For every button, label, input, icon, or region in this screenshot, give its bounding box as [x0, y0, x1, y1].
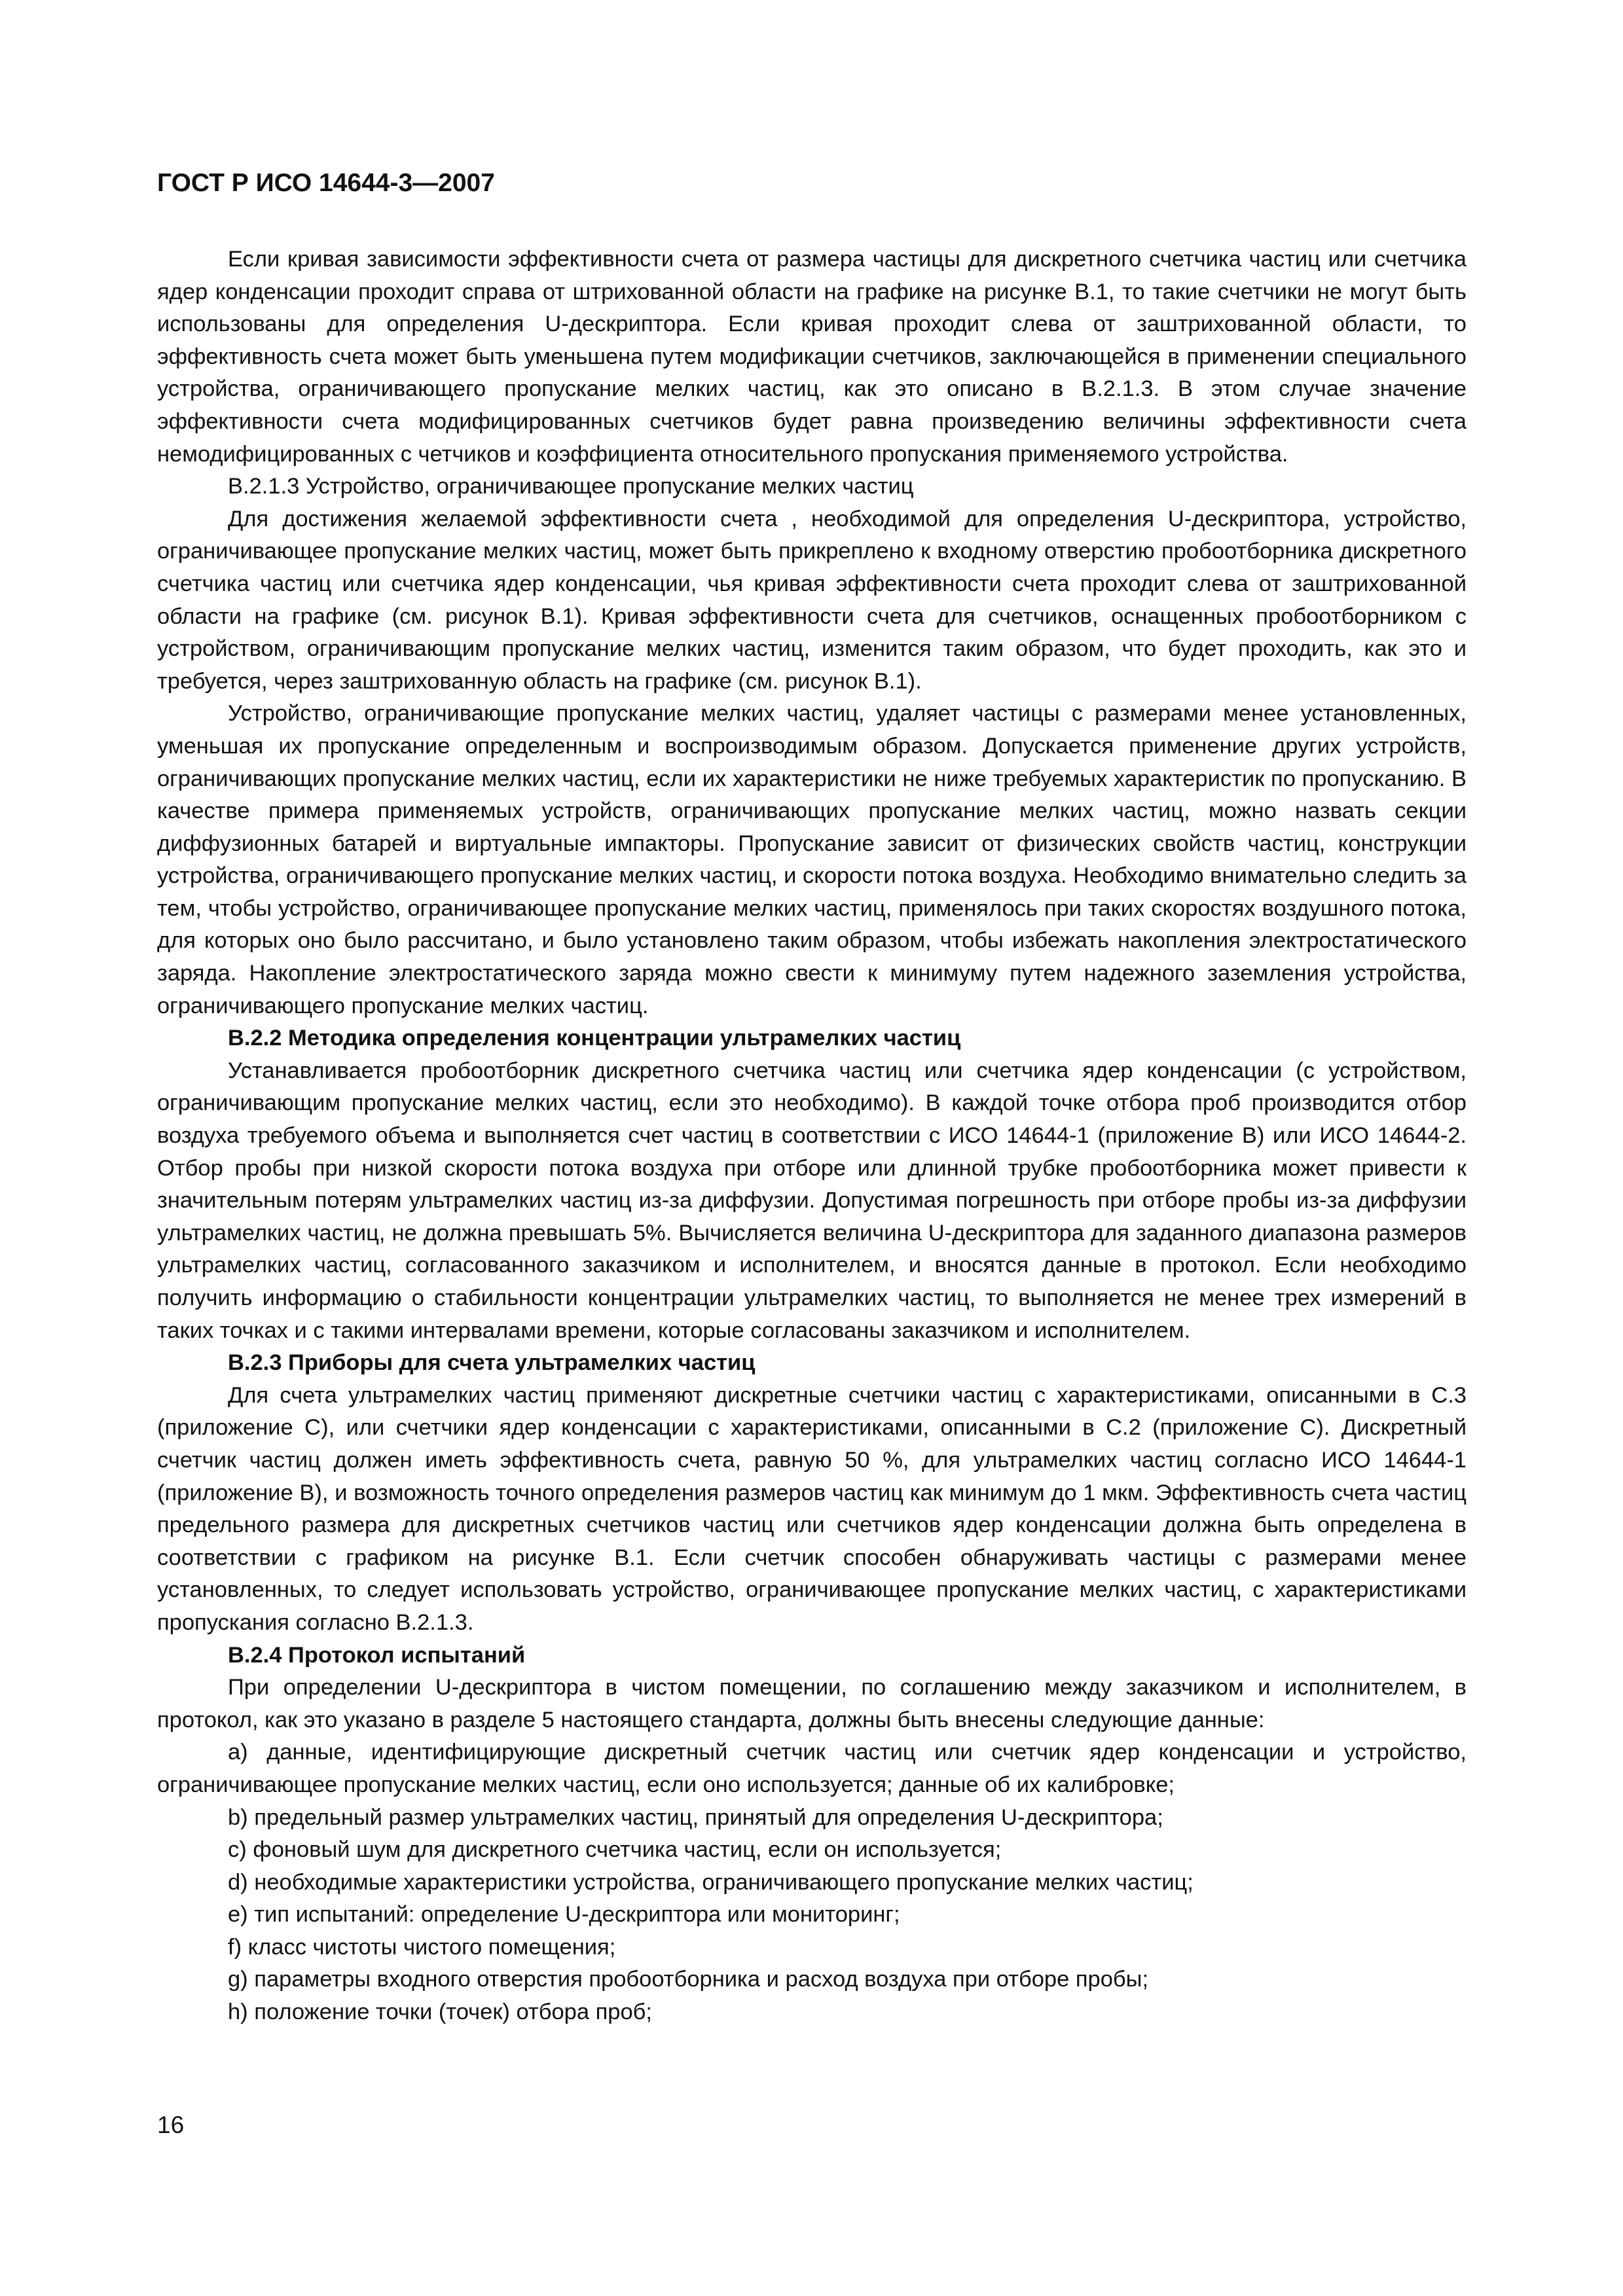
- paragraph: Если кривая зависимости эффективности счета от размера частицы для дискретного счетчика частиц или счетчика ядер конденсации проходит справа от штрихованной области на графике на рисунке В.1, то такие счетчики не могут быть использованы для определения U-дескриптора. Если кривая проходит слева от заштрихованной области, то эффективность счета может быть уменьшена путем модификации счетчиков, заключающейся в применении специального устройства, ограничивающего пропускание мелких частиц, как это описано в В.2.1.3. В этом случае значение эффективности счета модифицированных счетчиков будет равна произведению величины эффективности счета немодифицированных с четчиков и коэффициента относительного пропускания применяемого устройства.: [157, 247, 1467, 467]
- list-item: b) предельный размер ультрамелких частиц, принятый для определения U-дескриптора;: [228, 1804, 1163, 1830]
- standard-header: ГОСТ Р ИСО 14644-3—2007: [157, 169, 495, 197]
- paragraph: Для достижения желаемой эффективности счета , необходимой для определения U-дескриптора, устройство, ограничивающее пропускание мелких частиц, может быть прикреплено к входному отверстию пробоотборника дискретного счетчика частиц или счетчика ядер конденсации, чья кривая эффективности счета проходит слева от заштрихованной области на графике (см. рисунок В.1). Кривая эффективности счета для счетчиков, оснащенных пробоотборником с устройством, ограничивающим пропускание мелких частиц, изменится таким образом, что будет проходить, как это и требуется, через заштрихованную область на графике (см. рисунок В.1).: [157, 506, 1467, 694]
- section-heading: В.2.3 Приборы для счета ультрамелких частиц: [228, 1350, 756, 1376]
- section-heading: В.2.2 Методика определения концентрации ультрамелких частиц: [228, 1026, 961, 1051]
- list-item: a) данные, идентифицирующие дискретный счетчик частиц или счетчик ядер конденсации и устройство, ограничивающее пропускание мелких частиц, если оно используется; данные об их калибровке;: [157, 1740, 1467, 1797]
- page-number: 16: [157, 2111, 185, 2138]
- list-item: d) необходимые характеристики устройства, ограничивающего пропускание мелких частиц;: [228, 1869, 1194, 1895]
- paragraph: Устанавливается пробоотборник дискретного счетчика частиц или счетчика ядер конденсации (с устройством, ограничивающим пропускание мелких частиц, если это необходимо). В каждой точке отбора проб производится отбор воздуха требуемого объема и выполняется счет частиц в соответствии с ИСО 14644-1 (приложение В) или ИСО 14644-2. Отбор пробы при низкой скорости потока воздуха при отборе или длинной трубке пробоотборника может привести к значительным потерям ультрамелких частиц из-за диффузии. Допустимая погрешность при отборе пробы из-за диффузии ультрамелких частиц, не должна превышать 5%. Вычисляется величина U-дескриптора для заданного диапазона размеров ультрамелких частиц, согласованного заказчиком и исполнителем, и вносятся данные в протокол. Если необходимо получить информацию о стабильности концентрации ультрамелких частиц, то выполняется не менее трех измерений в таких точках и с такими интервалами времени, которые согласованы заказчиком и исполнителем.: [157, 1058, 1467, 1343]
- list-item: g) параметры входного отверстия пробоотборника и расход воздуха при отборе пробы;: [228, 1967, 1149, 1992]
- section-heading: В.2.4 Протокол испытаний: [228, 1642, 526, 1668]
- subsection-title: В.2.1.3 Устройство, ограничивающее пропускание мелких частиц: [228, 474, 914, 499]
- list-item: f) класс чистоты чистого помещения;: [228, 1934, 616, 1960]
- list-item: e) тип испытаний: определение U-дескриптора или мониторинг;: [228, 1902, 900, 1928]
- list-item: c) фоновый шум для дискретного счетчика частиц, если он используется;: [228, 1837, 1002, 1863]
- paragraph: При определении U-дескриптора в чистом помещении, по соглашению между заказчиком и исполнителем, в протокол, как это указано в разделе 5 настоящего стандарта, должны быть внесены следующие данные:: [157, 1675, 1467, 1732]
- paragraph: Устройство, ограничивающие пропускание мелких частиц, удаляет частицы с размерами менее установленных, уменьшая их пропускание определенным и воспроизводимым образом. Допускается применение других устройств, ограничивающих пропускание мелких частиц, если их характеристики не ниже требуемых характеристик по пропусканию. В качестве примера применяемых устройств, ограничивающих пропускание мелких частиц, можно назвать секции диффузионных батарей и виртуальные импакторы. Пропускание зависит от физических свойств частиц, конструкции устройства, ограничивающего пропускание мелких частиц, и скорости потока воздуха. Необходимо внимательно следить за тем, чтобы устройство, ограничивающее пропускание мелких частиц, применялось при таких скоростях воздушного потока, для которых оно было рассчитано, и было установлено таким образом, чтобы избежать накопления электростатического заряда. Накопление электростатического заряда можно свести к минимуму путем надежного заземления устройства, ограничивающего пропускание мелких частиц.: [157, 701, 1467, 1018]
- paragraph: Для счета ультрамелких частиц применяют дискретные счетчики частиц с характеристиками, описанными в С.3 (приложение С), или счетчики ядер конденсации с характеристиками, описанными в С.2 (приложение С). Дискретный счетчик частиц должен иметь эффективность счета, равную 50 %, для ультрамелких частиц согласно ИСО 14644-1 (приложение В), и возможность точного определения размеров частиц как минимум до 1 мкм. Эффективность счета частиц предельного размера для дискретных счетчиков частиц или счетчиков ядер конденсации должна быть определена в соответствии с графиком на рисунке В.1. Если счетчик способен обнаруживать частицы с размерами менее установленных, то следует использовать устройство, ограничивающее пропускание мелких частиц, с характеристиками пропускания согласно В.2.1.3.: [157, 1382, 1467, 1635]
- body-text: [157, 243, 1467, 2029]
- list-item: h) положение точки (точек) отбора проб;: [228, 2000, 653, 2025]
